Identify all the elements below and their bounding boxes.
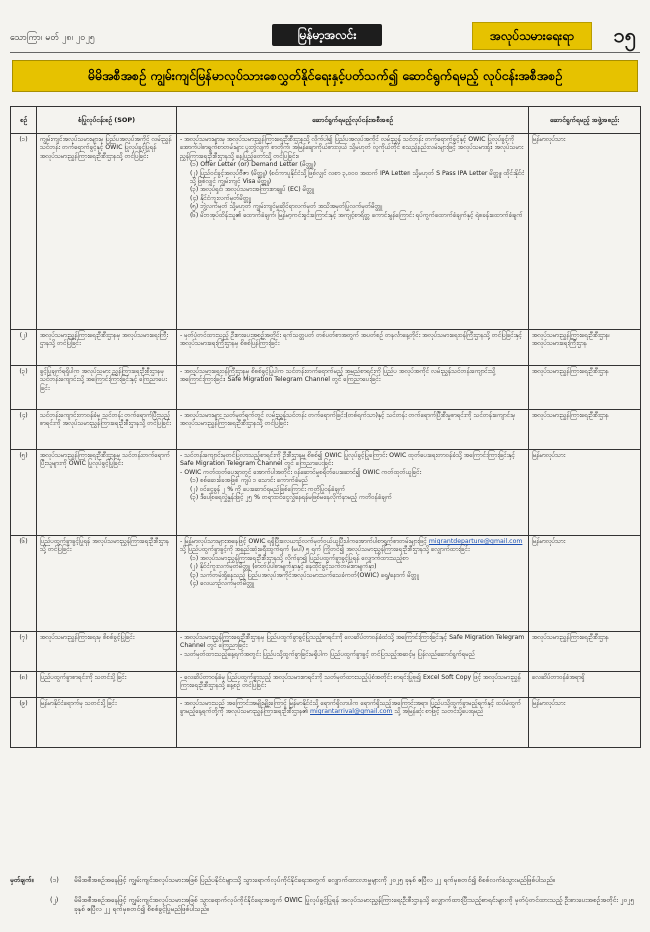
article-headline: မိမိအစီအစဉ် ကျွမ်းကျင်မြန်မာလုပ်သားစေလွှတ်နိုင်ရေးနှင့်ပတ်သက်၍ ဆောင်ရွက်ရမည့် လုပ်ငန်းအစီအစဉ်: [12, 60, 638, 92]
row-number: (၄): [11, 410, 37, 450]
sop-cell: ကျွမ်းကျင်အလုပ်သမားများမှ ပြည်ပအလုပ်အကိုင် လမ်းညွှန်သင်တန်း တက်ရောက်ခွင့်နှင့် OWIC ပြုလုပ်ခွင့်ပြုရန် အလုပ်သမားညွှန်ကြားရေးဦးစီးဌာနသို့ တင်ပြခြင်း: [37, 134, 177, 330]
responsible-cell: အလုပ်သမားညွှန်ကြားရေးဦးစီးဌာန: [529, 410, 641, 450]
action-subitem: (၂) ဝင်ငွေခွန် ၂ % ကို ပေးဆောင်ရမည်ဖြစ်ကြောင်း ကတိပြုဝန်ခံချက်: [190, 485, 346, 493]
table-row: [11, 330, 641, 366]
action-subitem: (၁) Offer Letter (or) Demand Letter (မိတ္တူ): [190, 161, 316, 169]
sop-cell: အလုပ်သမားညွှန်ကြားရေးဦးစီးဌာနမှ သင်တန်းတက်ရောက်ပြီးသူများကို OWIC ပြုလုပ်ခွင့်ပြုခြင်း: [37, 450, 177, 536]
header-divider: [10, 52, 640, 53]
action-line: - အလုပ်သမားများ သတ်မှတ်ရက်တွင် လမ်းညွှန်သင်တန်း တက်ရောက်ခြင်း(တစ်ရက်သာ)နှင့် သင်တန်း တက်ရောက်ပြီးစီးမှုစာရင်းကို သင်တန်းကျောင်းမှ အလုပ်သမားညွှန်ကြားရေးဦးစီးဌာနသို့ တင်ပြခြင်း: [180, 412, 525, 429]
action-subitem: (၄) လေယာဉ်လက်မှတ်မိတ္တူ: [190, 580, 255, 588]
note-text: မိမိအစီအစဉ်အနေဖြင့် ကျွမ်းကျင်အလုပ်သမားအဖြစ် သွားရောက်လုပ်ကိုင်နိုင်ရေးအတွက် OWIC ပြုလုပ်ခွင့်ပြုရန် အလုပ်သမားညွှန်ကြားရေးဦးစီးဌာနသို့ လျှောက်ထားပြီးသည့်စာရင်းများကို မှတ်ပုံတင်ထားသည့် ဦးစားပေးအစဉ်အတိုင်း ၂၀၂၅ ခုနှစ် ဧပြီလ ၂၂ ရက်မှစတင်၍ စိစစ်ခွင့်ပြုမည်ဖြစ်ပါသည်။: [74, 896, 635, 913]
responsible-cell: အလုပ်သမားညွှန်ကြားရေးဦးစီးဌာန၊ အလုပ်သမားရေးကြီးဌာန: [529, 330, 641, 366]
note-text: မိမိအစီအစဉ်အနေဖြင့် ကျွမ်းကျင်အလုပ်သမားအဖြစ် ပြည်ပနိုင်ငံများသို့ သွားရောက်လုပ်ကိုင်နိုင်ရေးအတွက် လျှောက်ထားလာမှုများကို ၂၀၂၅ ခုနှစ် ဧပြီလ ၂၂ ရက်မှစတင်၍ စိစစ်လက်ခံသွားမည်ဖြစ်ပါသည်။: [74, 876, 555, 884]
actions-cell: [177, 134, 529, 330]
row-number: (၈): [11, 672, 37, 698]
issue-date: သောကြာ၊ မတ် ၂၈၊ ၂၀၂၅: [10, 33, 95, 43]
responsible-cell: လေဆိပ်တာဝန်ခံအရာရှိ: [529, 672, 641, 698]
sop-cell: ပြည်ပထွက်ခွာခွင့်ပြုရန် အလုပ်သမားညွှန်ကြားရေးဦးစီးဌာနသို့ တင်ပြခြင်း: [37, 536, 177, 632]
action-line: - မြန်မာလုပ်သားများအနေဖြင့် OWIC ရရှိပြီးလေယာဉ်လက်မှတ်ဝယ်ယူပြီးပါကအောက်ပါစာရွက်စာတမ်းများဖြင့် migrantdeparture@gmail.com သို့ ပြည်ပထွက်ခွာခွင့်ကို အနည်းဆုံးခရီးထွက်ရက် (မပါ) ၅ ရက် ကြိုတင်၍ အလုပ်သမားညွှန်ကြားရေးဦးစီးဌာနသို့ လျှောက်ထားခြင်း: [180, 538, 525, 555]
action-subitem: (၂) နိုင်ငံကူးလက်မှတ်မိတ္တူ (ဓာတ်ပုံပါစာမျက်နှာနှင့် နေထိုင်ခွင့်သက်တမ်းစာမျက်နှာ): [190, 563, 377, 571]
table-row: [11, 366, 641, 410]
actions-cell: [177, 450, 529, 536]
notes-label: မှတ်ချက်။: [10, 876, 34, 884]
column-header-responsible: ဆောင်ရွက်ရမည့် အဖွဲ့အစည်း: [529, 107, 641, 134]
section-banner: အလုပ်သမားရေးရာ: [472, 22, 592, 50]
responsible-cell: အလုပ်သမားညွှန်ကြားရေးဦးစီးဌာန: [529, 632, 641, 672]
table-header-row: [11, 107, 641, 134]
row-number: (၉): [11, 698, 37, 748]
action-line: - OWIC ကတ်ထုတ်ပေးရာတွင် အောက်ပါအတိုင်း ဝန်ဆောင်မှုစရိတ်ပေးဆောင်၍ OWIC ကတ်ထုတ်ယူခြင်း: [180, 469, 525, 477]
sop-cell: ပြည်ပထွက်ခွာစာရင်းကို သတင်းပို့ခြင်း: [37, 672, 177, 698]
sop-cell: ခွင့်ပြုချက်ရရှိပါက အလုပ်သမား ညွှန်ကြားရေးဦးစီးဌာနမှ သင်တန်းကျောင်းသို့ အကြောင်းကြားခြင်းနှင့် ကြေညာပေးခြင်း: [37, 366, 177, 410]
action-line: - လေဆိပ်တာဝန်ခံမှ ပြည်ပထွက်ခွာသည့် အလုပ်သမားစာရင်းကို သတ်မှတ်ထားသည့်ပုံစံအတိုင်း စာရင်းပြုစု၍ Excel Soft Copy ဖြင့် အလုပ်သမားညွှန်ကြားရေးဦးစီးဌာနသို့ နေ့စဉ် တင်ပြခြင်း: [180, 674, 525, 691]
sop-cell: သင်တန်းကျောင်းတာဝန်ခံမှ သင်တန်း တက်ရောက်ပြီးသည့် စာရင်းကို အလုပ်သမားညွှန်ကြားရေးဦးစီးဌာနသို့ တင်ပြခြင်း: [37, 410, 177, 450]
actions-cell: [177, 632, 529, 672]
responsible-cell: မြန်မာလုပ်သား: [529, 698, 641, 748]
table-row: [11, 536, 641, 632]
page-number: ၁၅: [613, 23, 636, 47]
action-subitem: (၁) အလုပ်သမားညွှန်ကြားရေးဦးစီးဌာနသို့ လိုက်နာ၍ ပြည်ပထွက်ခွာခွင့်ပြုရန် လျှောက်ထားသည့်စာ: [190, 554, 409, 562]
responsible-cell: အလုပ်သမားညွှန်ကြားရေးဦးစီးဌာန: [529, 366, 641, 410]
actions-cell: [177, 410, 529, 450]
action-subitem: (၃) ဒီပေါ့စရေလွှဲနှုန်းဖြင့် ၂၅ % တရားဝင်ငွေလွှဲနေရန်မဖြစ်မနေလိုက်နာမည့် ကတိဝန်ခံချက်: [190, 494, 392, 502]
action-subitem: (၃) သက်တမ်းရှိနေသည့် ပြည်ပအလုပ်အကိုင်အလုပ်သမားသက်သေခံကတ်(OWIC) ရှေ့/နောက် မိတ္တူ: [190, 571, 419, 579]
action-subitem: (၂) ပြည်ဝင်ခွင့်အလုပ်ဗီဇာ (မိတ္တူ) (စင်ကာပူနိုင်ငံသို့ဖြစ်လျှင် လစာ ၃,၀၀၀ အထက် IPA Letter၊ သို့မဟုတ် S Pass IPA Letter မိတ္တူ၊ ထိုင်းနိုင်ငံသို့ဖြစ်လျှင် ကျွမ်းကျင် Visa မိတ္တူ): [190, 169, 525, 186]
column-header-sop: စံပြုလုပ်ငန်းစဉ် (SOP): [37, 107, 177, 134]
action-subitem: (၆) မိဘအုပ်ထိန်းသူ၏ ထောက်ခံချက်၊ မြန်မာ့ကင်းရှင်းကြောင်းနှင့် အကျင့်စာရိတ္တ ကောင်းမွန်ကြောင်း ရပ်ကွက်ထောက်ခံချက်နှင့် ရဲစခန်းထောက်ခံချက်: [190, 211, 523, 219]
row-number: (၂): [11, 330, 37, 366]
actions-cell: [177, 698, 529, 748]
table-row: [11, 698, 641, 748]
actions-cell: [177, 366, 529, 410]
column-header-actions: ဆောင်ရွက်ရမည့်လုပ်ငန်းအစီအစဉ်: [177, 107, 529, 134]
responsible-cell: မြန်မာလုပ်သား: [529, 450, 641, 536]
column-header-no: စဉ်: [11, 107, 37, 134]
actions-cell: [177, 330, 529, 366]
action-subitem: (၄) နိုင်ငံကူးလက်မှတ်မိတ္တူ: [190, 194, 251, 202]
responsible-cell: မြန်မာလုပ်သား: [529, 536, 641, 632]
row-number: (၆): [11, 536, 37, 632]
action-line: - မှတ်ပုံတင်ထားသည့် ဦးစားပေးအစဉ်အတိုင်း ရက်သတ္တပတ် တစ်ပတ်စာအတွက် အပတ်စဉ် တနင်္လာနေ့တိုင်း အလုပ်သမားရေးဝန်ကြီးဌာနသို့ တင်ပြခြင်းနှင့် အလုပ်သမားရေးကြီးဌာနမှ စိစစ်ပြန်ကြားခြင်း: [180, 332, 525, 349]
action-subitem: (၅) ဘွဲ့လက်မှတ် သို့မဟုတ် ကျွမ်းကျင်မှုဆိုင်ရာလက်မှတ် အသိအမှတ်ပြုလက်မှတ်မိတ္တူ: [190, 203, 383, 211]
action-line: - အလုပ်သမားညွှန်ကြားရေးဦးစီးဌာနမှ ပြည်ပထွက်ခွာခွင့်ပြုသည့်စာရင်းကို လေဆိပ်တာဝန်ခံထံသို့ အကြောင်းကြားခြင်းနှင့် Safe Migration Telegram Channel တွင် ကြေညာခြင်း: [180, 634, 525, 651]
table-body: [11, 134, 641, 748]
action-line: - အလုပ်သမားရေးဝန်ကြီးဌာနမှ စိစစ်ခွင့်ပြုပါက သင်တန်းတက်ရောက်မည့် အမည်စာရင်းကို ပြည်ပ အလုပ်အကိုင် လမ်းညွှန်သင်တန်းကျောင်းသို့ အကြောင်းကြားခြင်း၊ Safe Migration Telegram Channel တွင် ကြေညာပေးခြင်း: [180, 368, 525, 385]
table-row: [11, 134, 641, 330]
sop-cell: မြန်မာနိုင်ငံရောက်မှ သတင်းပို့ခြင်း: [37, 698, 177, 748]
email-link[interactable]: migrantarrival@gmail.com: [310, 708, 393, 716]
note-number: (၁): [50, 876, 59, 884]
action-line: - အလုပ်သမားသည် အကြောင်းအမျိုးမျိုးကြောင့် မြန်မာနိုင်ငံသို့ ရောက်ရှိလာပါက ရောက်ရှိသည့်အကြောင်းအရာ၊ ပြည်ပသို့ထွက်ခွာမည့်ရက်နှင့် ထပ်မံထွက်ခွာမည့်နေ့ရက်တို့ကို အလုပ်သမားညွှန်ကြားရေးဦးစီးဌာန၏ migrantarrival@gmail.com သို့ အမြန်ဆုံး စာဖြင့် သတင်းပို့ပေးရမည်: [180, 700, 525, 717]
responsible-cell: မြန်မာလုပ်သား: [529, 134, 641, 330]
table-row: [11, 672, 641, 698]
row-number: (၃): [11, 366, 37, 410]
action-line: - အလုပ်သမားများမှ အလုပ်သမားညွှန်ကြားရေးဦးစီးဌာနသို့ လိုက်ပါ၍ ပြည်ပအလုပ်အကိုင် လမ်းညွှန် သင်တန်း တက်ရောက်ခွင့်နှင့် OWIC ပြုလုပ်ခွင့်ကို အောက်ပါစာရွက်စာတမ်းများ ပူးတွဲလျက် စာတိုက်၊ အမြန်ချောကိုယ်စားလှယ် သို့မဟုတ် လူကိုယ်တိုင် စသည့်နည်းလမ်းများဖြင့် အလုပ်သမားရုံး၊ အလုပ်သမားညွှန်ကြားရေးဦးစီးဌာနသို့ နေ့ပြည့်တော်သို့ တင်ပြခြင်း။: [180, 136, 525, 161]
row-number: (၅): [11, 450, 37, 536]
sop-cell: အလုပ်သမားညွှန်ကြားရေးဦးစီးဌာနမှ အလုပ်သမားရေးကြီးဌာနသို့ တင်ပြခြင်း: [37, 330, 177, 366]
action-line: - သင်တန်းကျောင်းမှတင်ပြလာသည့်စာရင်းကို ဦးစီးဌာနမှ စိစစ်၍ OWIC ပြုလုပ်ခွင့်ပြုကြောင်း OWIC ထုတ်ပေးရေးတာဝန်ခံသို့ အကြောင်းကြားခြင်းနှင့် Safe Migration Telegram Channel တွင် ကြေညာပေးခြင်း: [180, 452, 525, 469]
actions-cell: [177, 672, 529, 698]
action-subitem: (၃) အလုပ်ရှင်၊ အလုပ်သမားအကြားစာချုပ် (EC) မိတ္တူ: [190, 186, 314, 194]
table-row: [11, 450, 641, 536]
email-link[interactable]: migrantdeparture@gmail.com: [428, 538, 523, 545]
sop-cell: အလုပ်သမားညွှန်ကြားရေးမှ စိစစ်ခွင့်ပြုခြင်း: [37, 632, 177, 672]
newspaper-name: မြန်မာ့အလင်း: [272, 24, 382, 46]
action-subitem: (၁) စစ်ဆေးခံခအဖြစ် ကျပ် ၁ သောင်း ကောက်ခံမည်: [190, 477, 308, 485]
row-number: (၇): [11, 632, 37, 672]
procedure-table: [10, 106, 641, 748]
note-number: (၂): [50, 896, 59, 904]
actions-cell: [177, 536, 529, 632]
table-row: [11, 632, 641, 672]
action-line: - သတ်မှတ်ထားသည့်နေ့ရက်အတွင်း ပြည်ပသို့ထွက်ခွာခြင်းမရှိပါက ပြည်ပထွက်ခွာခွင့် တင်ပြသည့်အဆင့်မှ ပြန်လည်ဆောင်ရွက်ရမည်: [180, 651, 525, 659]
row-number: (၁): [11, 134, 37, 330]
table-row: [11, 410, 641, 450]
page-header: [10, 22, 640, 52]
